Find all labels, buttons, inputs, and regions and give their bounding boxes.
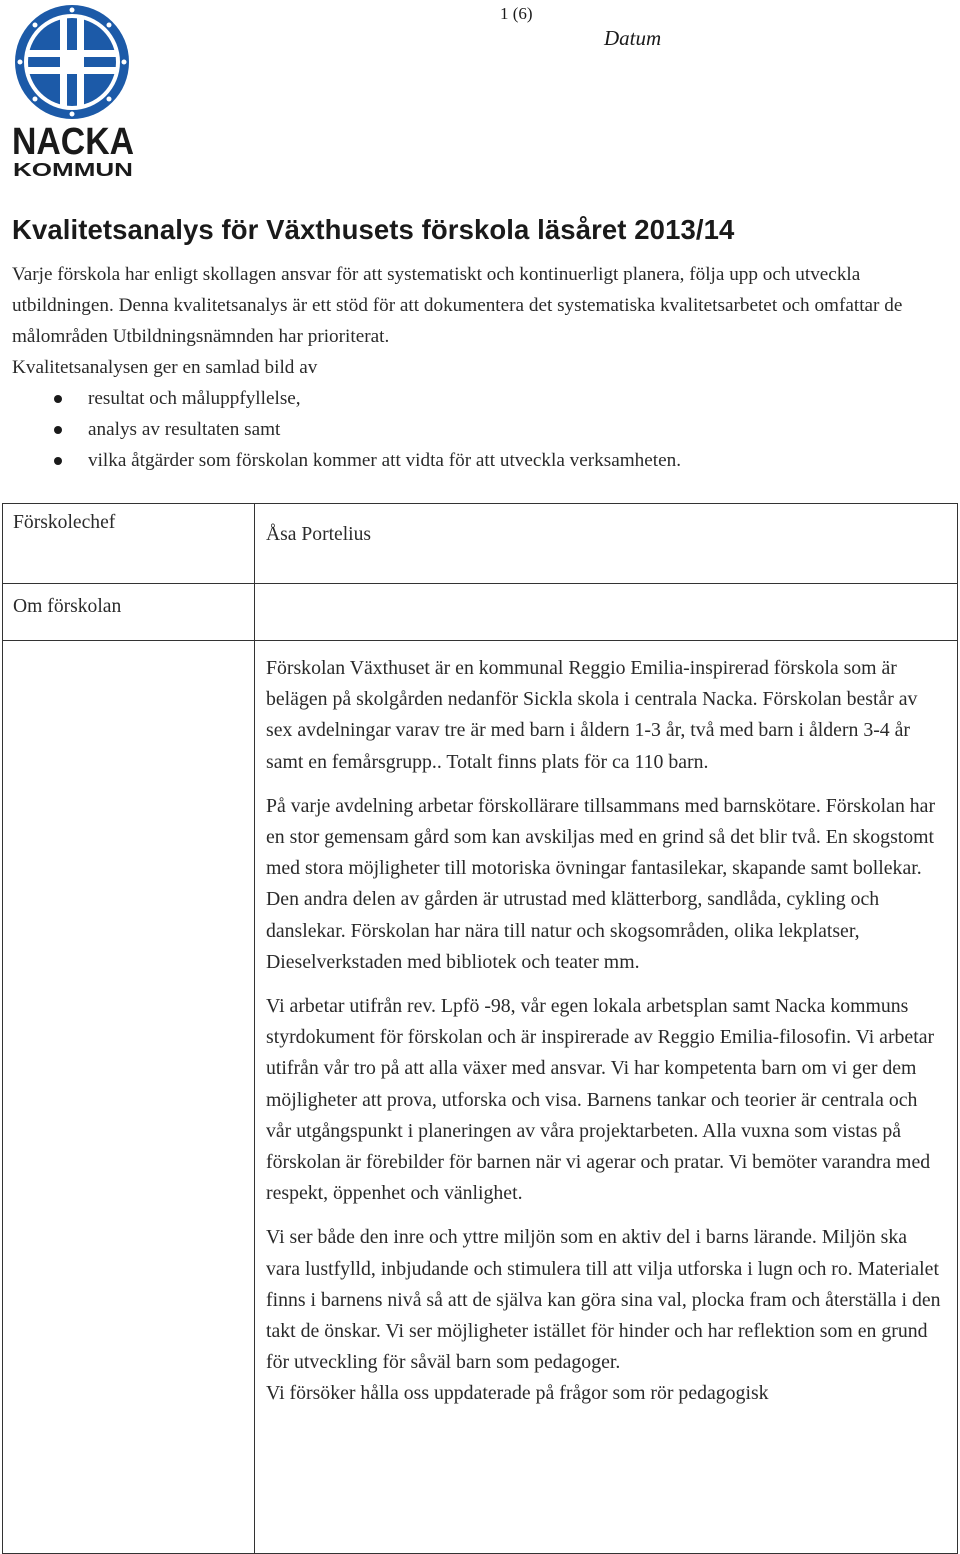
- intro-lead: Kvalitetsanalysen ger en samlad bild av: [12, 357, 318, 378]
- about-paragraph: Vi försöker hålla oss uppdaterade på frågor som rör pedagogisk: [266, 1382, 769, 1405]
- logo-word-kommun: KOMMUN: [13, 160, 133, 180]
- about-preschool-text: [255, 641, 958, 1554]
- nacka-emblem-icon: [10, 2, 138, 180]
- bullet-dot-icon: [54, 395, 62, 403]
- intro-section: [12, 259, 957, 476]
- preschool-info-table: [2, 503, 958, 1554]
- table-row: [3, 504, 958, 584]
- page-number: 1 (6): [500, 4, 533, 23]
- about-preschool-header-cell: [255, 584, 958, 641]
- empty-label-cell: [3, 641, 255, 1554]
- bullet-item: [12, 414, 957, 445]
- bullet-dot-icon: [54, 426, 62, 434]
- principal-value: Åsa Portelius: [255, 504, 958, 584]
- bullet-text: analys av resultaten samt: [88, 419, 281, 440]
- bullet-text: vilka åtgärder som förskolan kommer att vidta för att utveckla verksamheten.: [88, 450, 682, 471]
- about-paragraph: På varje avdelning arbetar förskollärare tillsammans med barnskötare. Förskolan har en stor gemensam gård som kan avskiljas med en grind så det blir två. En skogstomt med stora möjligheter till motoriska övningar fantasilekar, skapande samt bollekar. Den andra delen av gården är utrustad med klätterborg, sandlåda, cykling och danslekar. Förskolan har nära till natur och skogsområden, olika lekplatser, Dieselverkstaden med bibliotek och teater mm.: [266, 794, 936, 973]
- nacka-kommun-logo: [10, 2, 138, 180]
- document-title: Kvalitetsanalys för Växthusets förskola läsåret 2013/14: [12, 214, 735, 245]
- principal-label: Förskolechef: [3, 504, 255, 584]
- intro-paragraph: Varje förskola har enligt skollagen ansvar för att systematiskt och kontinuerligt planera, följa upp och utveckla utbildningen. Denna kvalitetsanalys är ett stöd för att dokumentera det systematiska kvalitetsarbetet och omfattar de målområden Utbildningsnämnden har prioriterat.: [12, 264, 903, 347]
- bullet-item: [12, 383, 957, 414]
- logo-word-nacka: NACKA: [12, 121, 134, 163]
- table-row: [3, 584, 958, 641]
- date-label: Datum: [604, 26, 662, 50]
- about-paragraph: Vi arbetar utifrån rev. Lpfö -98, vår egen lokala arbetsplan samt Nacka kommuns styrdokument för förskolan och är inspirerade av Reggio Emilia-filosofin. Vi arbetar utifrån vår tro på att alla växer med ansvar. Vi har kompetenta barn om vi ger dem möjligheter att prova, utforska och visa. Barnens tankar och teorier är centrala och vår utgångspunkt i planeringen av våra projektarbeten. Alla vuxna som vistas på förskolan är förebilder för barnen när vi agerar och pratar. Vi bemöter varandra med respekt, öppenhet och vänlighet.: [266, 995, 935, 1205]
- about-paragraph: Vi ser både den inre och yttre miljön som en aktiv del i barns lärande. Miljön ska vara lustfylld, inbjudande och stimulera till att vilja utforska i lugn och ro. Materialet finns i barnens nivå så att de själva kan göra sina val, plocka fram och återställa i den takt de önskar. Vi ser möjligheter istället för hinder och har reflektion som en grund för utveckling för såväl barn som pedagoger.: [266, 1226, 941, 1374]
- bullet-item: [12, 445, 957, 476]
- bullet-dot-icon: [54, 457, 62, 465]
- bullet-text: resultat och måluppfyllelse,: [88, 388, 301, 409]
- table-row: [3, 641, 958, 1554]
- about-preschool-label: Om förskolan: [3, 584, 255, 641]
- about-paragraph: Förskolan Växthuset är en kommunal Reggio Emilia-inspirerad förskola som är belägen på skolgården nedanför Sickla skola i centrala Nacka. Förskolan består av sex avdelningar varav tre är med barn i åldern 1-3 år, två med barn i åldern 3-4 år samt en femårsgrupp.. Totalt finns plats för ca 110 barn.: [266, 657, 918, 773]
- goal-bullet-list: [12, 383, 957, 476]
